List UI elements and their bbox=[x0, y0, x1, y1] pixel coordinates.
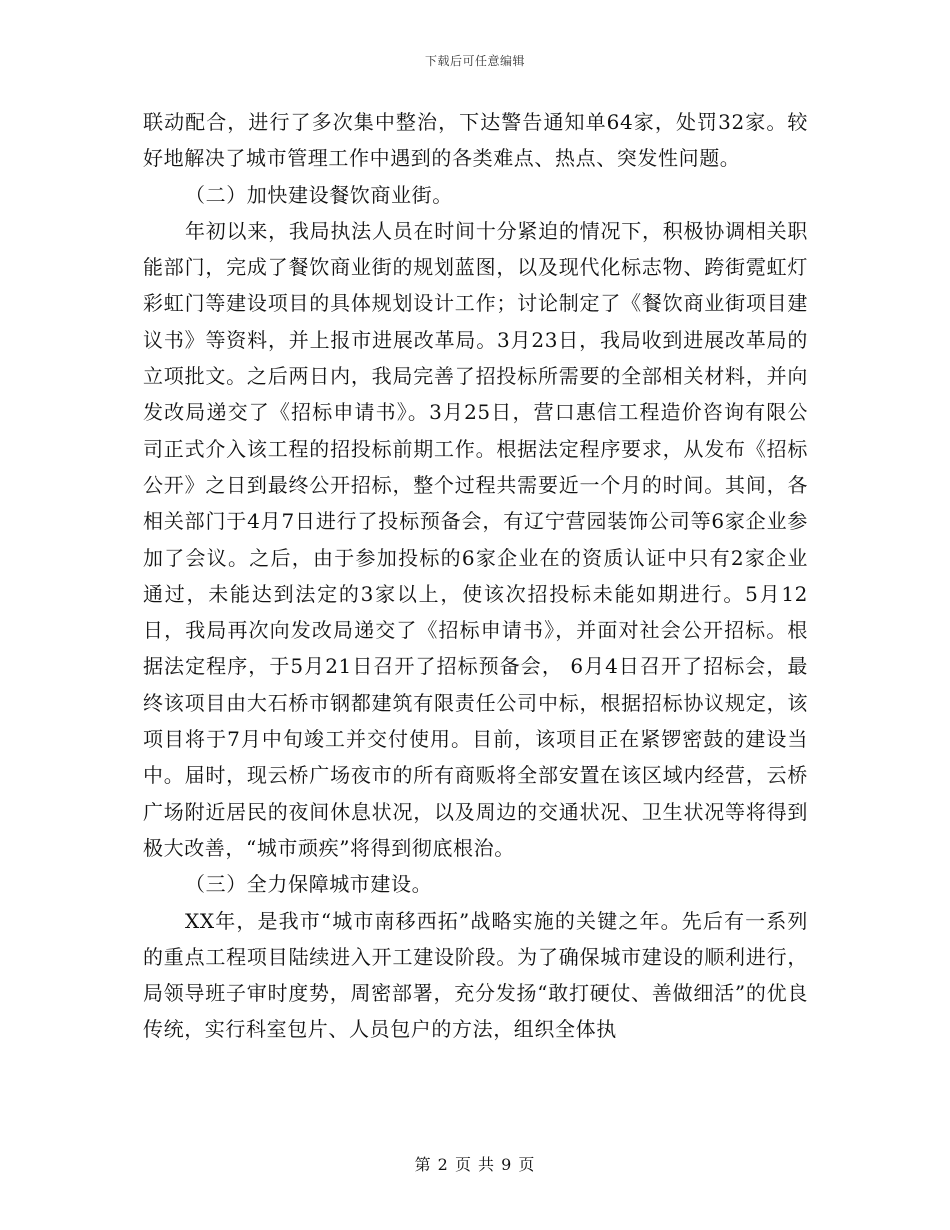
paragraph-1: 联动配合，进行了多次集中整治，下达警告通知单64家，处罚32家。较好地解决了城市管理工作中遇到的各类难点、热点、突发性问题。 bbox=[143, 110, 808, 171]
page-number: 第 2 页 共 9 页 bbox=[414, 1155, 536, 1174]
paragraph-2: 年初以来，我局执法人员在时间十分紧迫的情况下，积极协调相关职能部门，完成了餐饮商业街的规划蓝图，以及现代化标志物、跨街霓虹灯彩虹门等建设项目的具体规划设计工作；讨论制定了《餐饮商业街项目建议书》等资料，并上报市进展改革局。3月23日，我局收到进展改革局的立项批文。之后两日内，我局完善了招投标所需要的全部相关材料，并向发改局递交了《招标申请书》。3月25日，营口惠信工程造价咨询有限公司正式介入该工程的招投标前期工作。根据法定程序要求，从发布《招标公开》之日到最终公开招标，整个过程共需要近一个月的时间。其间，各相关部门于4月7日进行了投标预备会，有辽宁营园装饰公司等6家企业参加了会议。之后，由于参加投标的6家企业在的资质认证中只有2家企业通过，未能达到法定的3家以上，使该次招投标未能如期进行。5月12日，我局再次向发改局递交了《招标申请书》，并面对社会公开招标。根据法定程序，于5月21日召开了招标预备会， 6月4日召开了招标会，最终该项目由大石桥市钢都建筑有限责任公司中标，根据招标协议规定，该项目将于7月中旬竣工并交付使用。目前，该项目正在紧锣密鼓的建设当中。届时，现云桥广场夜市的所有商贩将全部安置在该区域内经营，云桥广场附近居民的夜间休息状况，以及周边的交通状况、卫生状况等将得到极大改善，“城市顽疾”将得到彻底根治。 bbox=[143, 218, 808, 860]
paragraph-3: XX年，是我市“城市南移西拓”战略实施的关键之年。先后有一系列的重点工程项目陆续进入开工建设阶段。为了确保城市建设的顺利进行，局领导班子审时度势，周密部署，充分发扬“敢打硬仗、善做细活”的优良传统，实行科室包片、人员包户的方法，组织全体执 bbox=[143, 908, 808, 1042]
page-header: 下载后可任意编辑 bbox=[424, 54, 525, 68]
section-heading-2: （二）加快建设餐饮商业街。 bbox=[185, 182, 453, 207]
section-heading-3: （三）全力保障城市建设。 bbox=[185, 872, 433, 897]
document-body bbox=[143, 104, 808, 1048]
